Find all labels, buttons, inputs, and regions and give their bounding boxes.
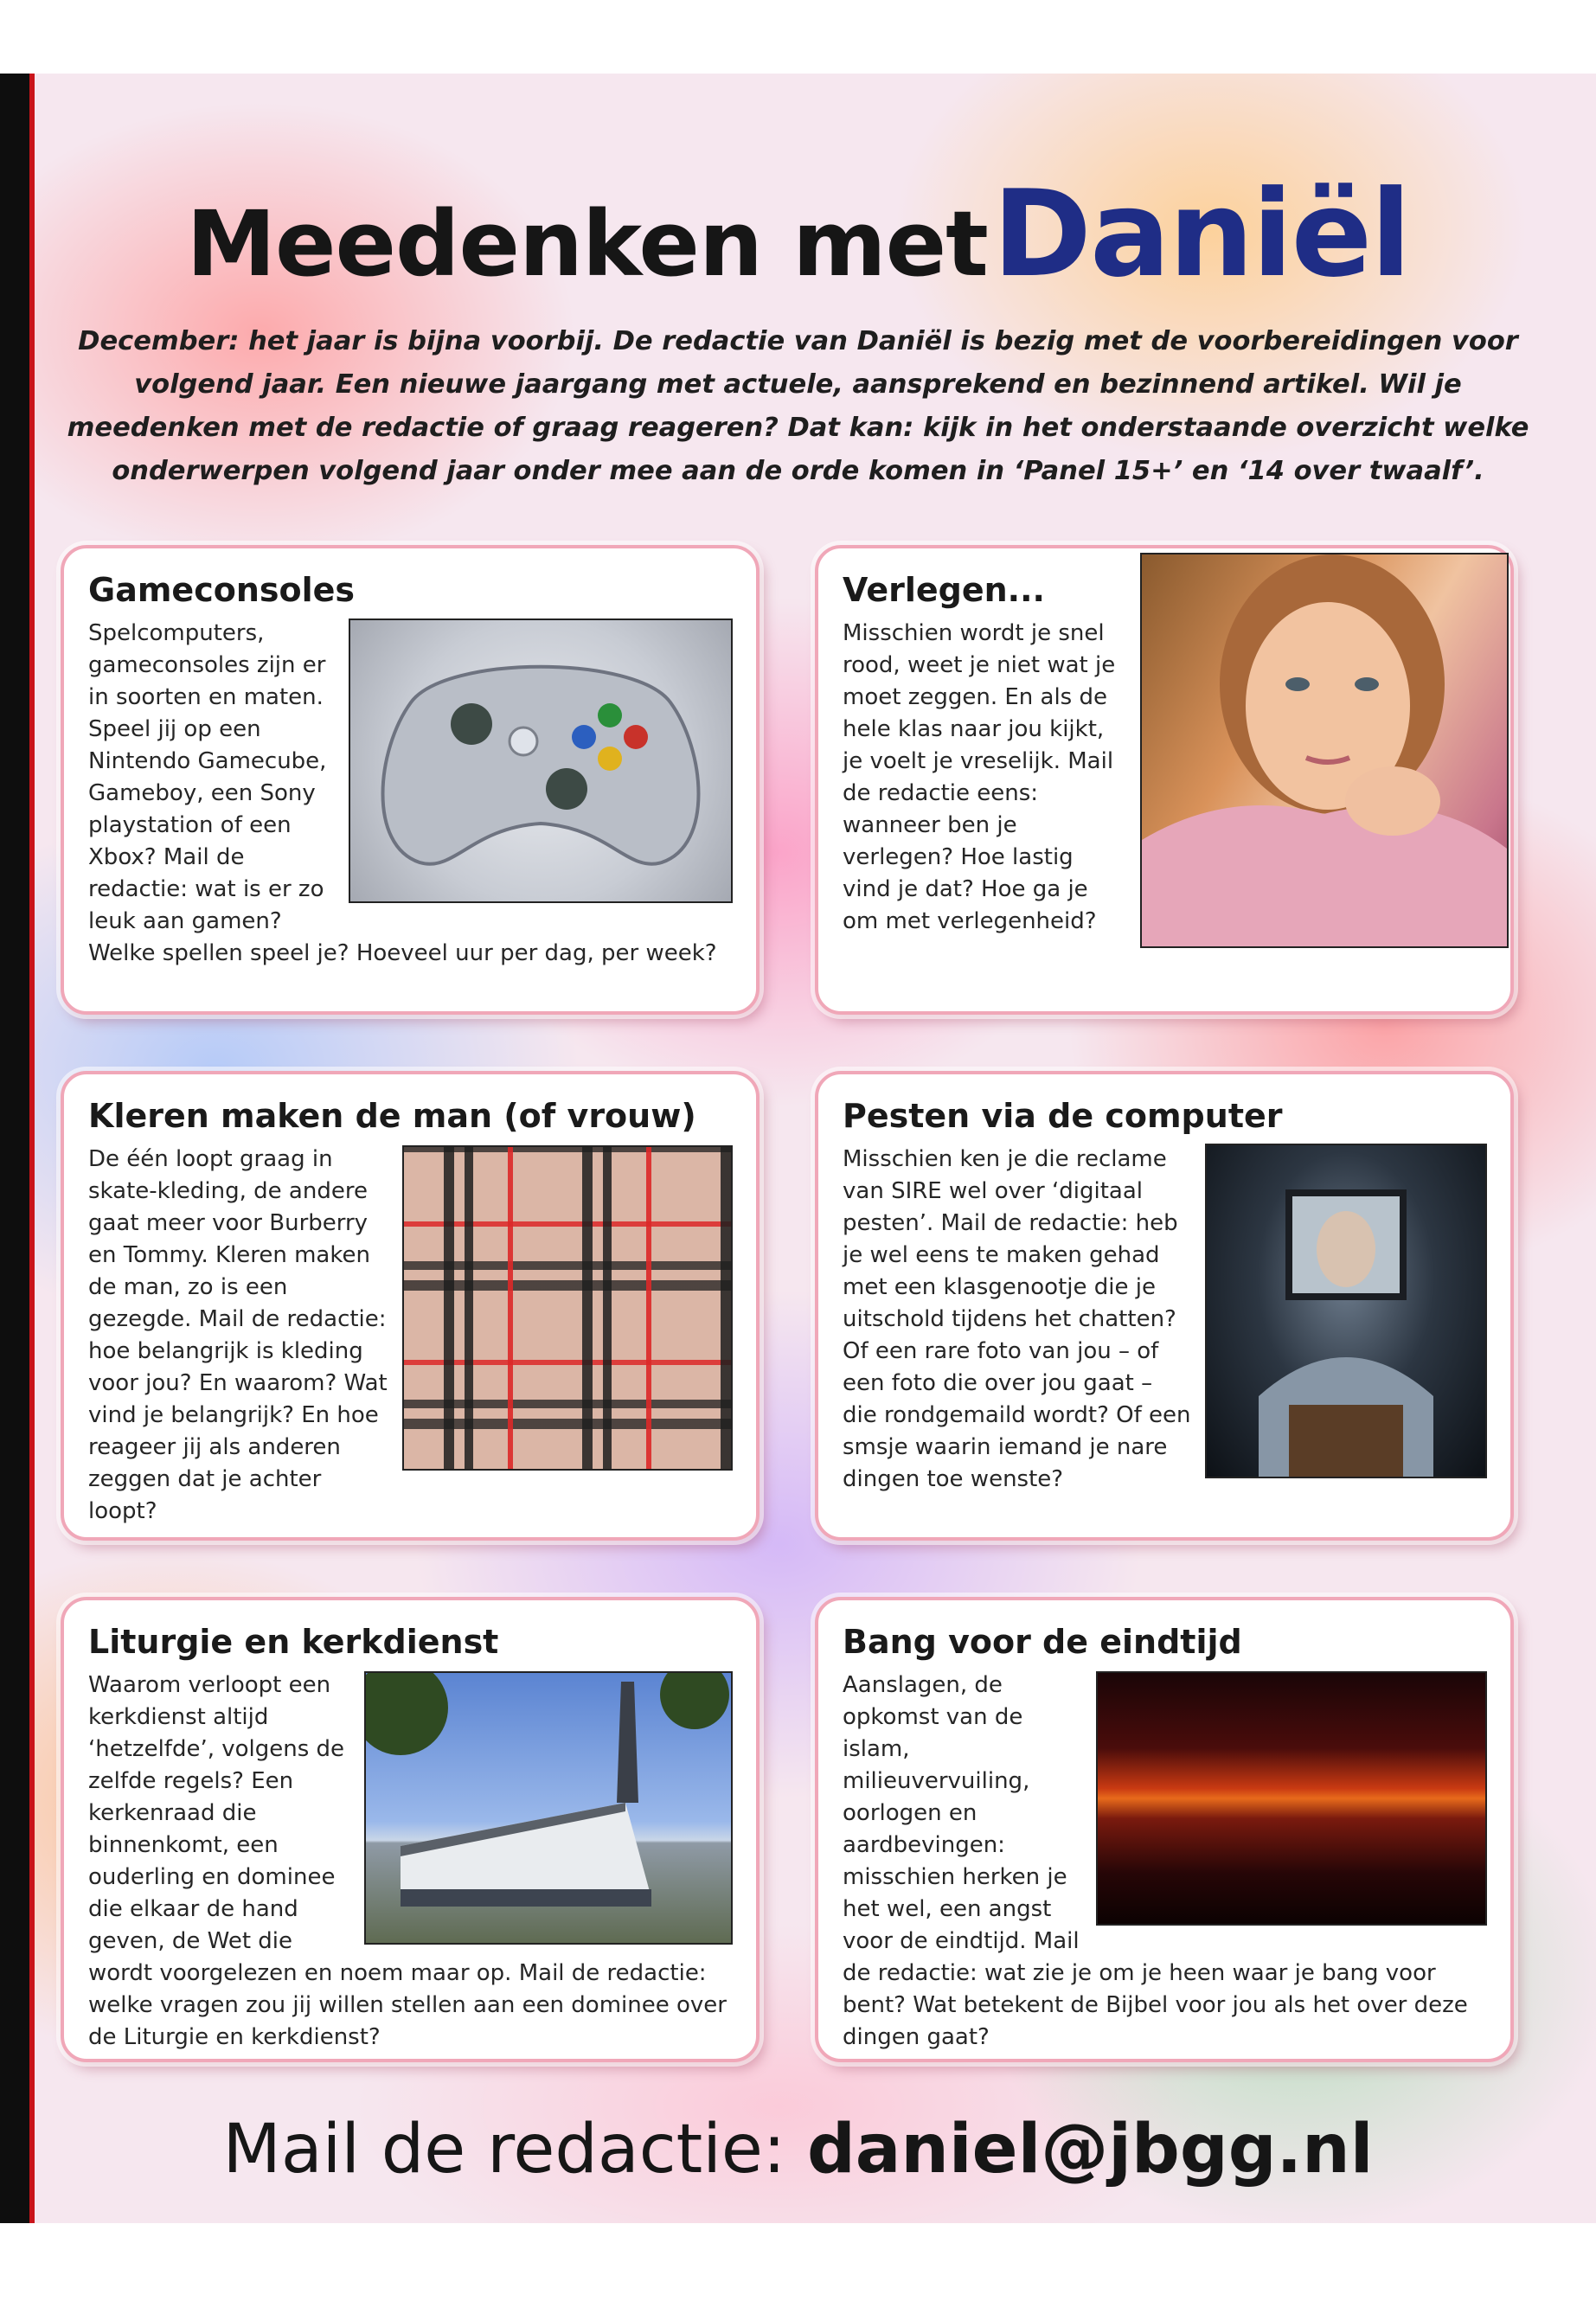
card-title: Bang voor de eindtijd xyxy=(843,1623,1242,1661)
card-pesten xyxy=(815,1071,1514,1541)
card-title: Verlegen... xyxy=(843,571,1045,609)
card-text: Spelcomputers, gameconsoles zijn er in soorten en maten. Speel jij op een Nintendo Gamecube, Gameboy, een Sony playstation of een Xbox? Mail de redactie: wat is er zo leuk aan gamen? Welke spellen speel je? Hoeveel uur per dag, per week? xyxy=(88,620,717,966)
card-text: Aanslagen, de opkomst van de islam, milieuvervuiling, oorlogen en aardbevingen: misschien herken je het wel, een angst voor de eindtijd. Mail de redactie: wat zie je om je heen waar je bang voor bent? Wat betekent de Bijbel voor jou als het over deze dingen gaat? xyxy=(843,1672,1468,2050)
card-kleren xyxy=(61,1071,760,1541)
page-spine xyxy=(0,74,29,2223)
card-title: Liturgie en kerkdienst xyxy=(88,1623,499,1661)
card-gameconsoles xyxy=(61,545,760,1015)
card-text: Misschien ken je die reclame van SIRE wel over ‘digitaal pesten’. Mail de redactie: heb je wel eens te maken gehad met een klasgenootje die je uitschold tijdens het chatten? Of een rare foto van jou – of een foto die over jou gaat – die rondgemaild wordt? Of een smsje waarin iemand je nare dingen toe wenste? xyxy=(843,1146,1191,1492)
card-title: Kleren maken de man (of vrouw) xyxy=(88,1097,696,1135)
computer-screen-image xyxy=(1205,1144,1487,1478)
page-title xyxy=(0,164,1596,304)
shy-girl-image xyxy=(1140,553,1509,948)
footer-contact xyxy=(0,2111,1596,2189)
footer-label: Mail de redactie: xyxy=(222,2111,786,2189)
card-text: De één loopt graag in skate-kleding, de andere gaat meer voor Burberry en Tommy. Kleren maken de man, zo is een gezegde. Mail de redactie: hoe belangrijk is kleding voor jou? En waarom? Wat vind je belangrijk? En hoe reageer jij als anderen zeggen dat je achter loopt? xyxy=(88,1146,388,1524)
game-controller-image xyxy=(349,619,733,903)
card-verlegen xyxy=(815,545,1514,1015)
card-title: Gameconsoles xyxy=(88,571,356,609)
sunset-image xyxy=(1096,1671,1487,1926)
footer-email-link[interactable]: daniel@jbgg.nl xyxy=(806,2111,1374,2189)
card-text: Misschien wordt je snel rood, weet je niet wat je moet zeggen. En als de hele klas naar jou kijkt, je voelt je vreselijk. Mail de redactie eens: wanneer ben je verlegen? Hoe lastig vind je dat? Hoe ga je om met verlegenheid? xyxy=(843,620,1116,934)
title-part1: Meedenken met xyxy=(186,191,988,297)
card-liturgie xyxy=(61,1597,760,2062)
card-text: Waarom verloopt een kerkdienst altijd ‘hetzelfde’, volgens de zelfde regels? Een kerkenraad die binnenkomt, een ouderling en dominee die elkaar de hand geven, de Wet die wordt voorgelezen en noem maar op. Mail de redactie: welke vragen zou jij willen stellen aan een dominee over de Liturgie en kerkdienst? xyxy=(88,1672,727,2050)
intro-text: December: het jaar is bijna voorbij. De redactie van Daniël is bezig met de voorbereidingen voor volgend jaar. Een nieuwe jaargang met actuele, aansprekend en bezinnend artikel. Wil je meedenken met de redactie of graag reageren? Dat kan: kijk in het onderstaande overzicht welke onderwerpen volgend jaar onder mee aan de orde komen in ‘Panel 15+’ en ‘14 over twaalf’. xyxy=(67,326,1529,486)
plaid-fabric-image xyxy=(402,1145,733,1471)
title-part2: Daniël xyxy=(992,164,1410,304)
church-image xyxy=(364,1671,733,1945)
card-eindtijd xyxy=(815,1597,1514,2062)
card-title: Pesten via de computer xyxy=(843,1097,1283,1135)
